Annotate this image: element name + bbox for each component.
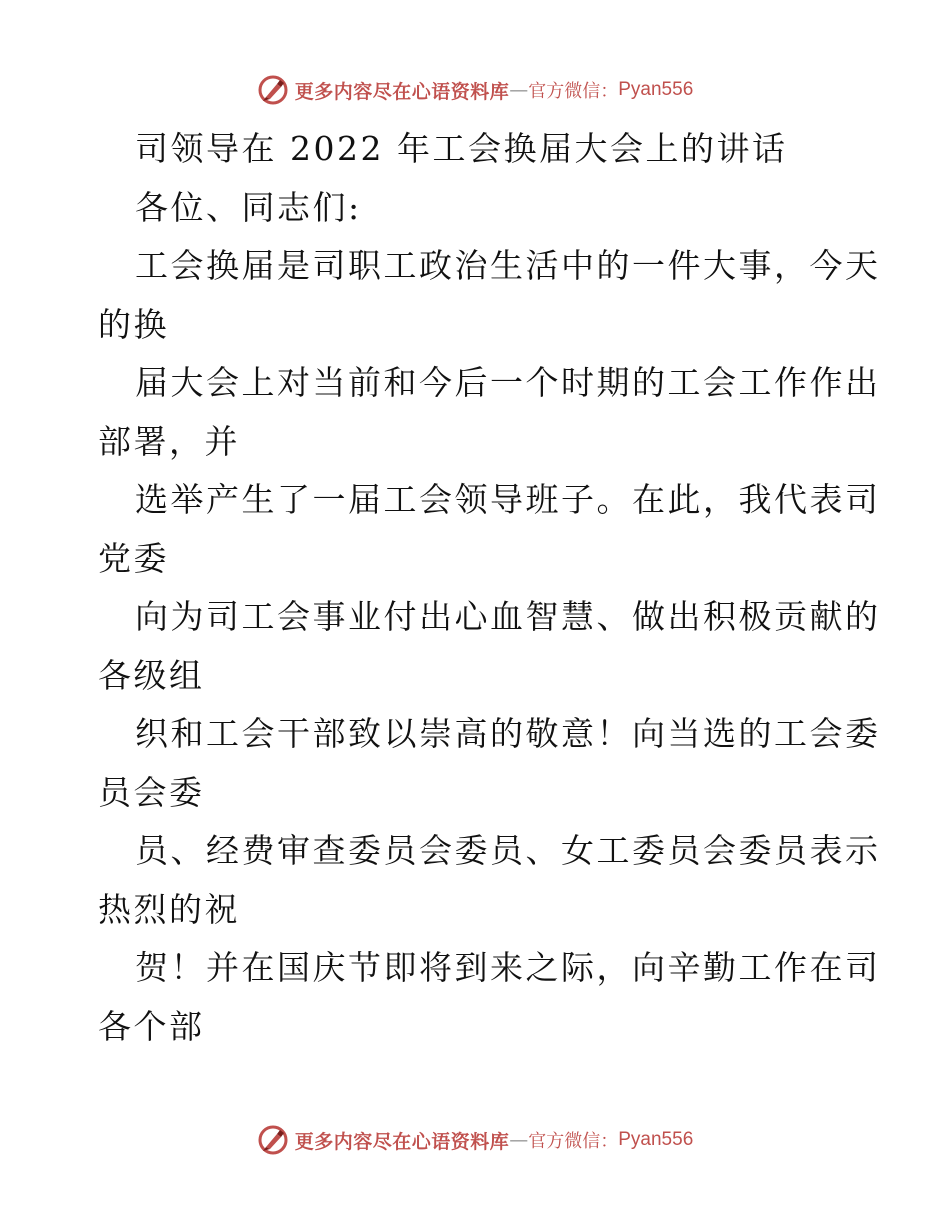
document-body — [98, 120, 881, 1056]
document-title: 司领导在 2022 年工会换届大会上的讲话 — [135, 129, 788, 168]
text-line: 选举产生了一届工会领导班子。在此，我代表司 — [135, 480, 881, 519]
text-line: 各级组 — [98, 655, 205, 695]
banner-separator: — — [509, 79, 529, 101]
pen-logo-icon — [257, 1124, 289, 1156]
text-line: 工会换届是司职工政治生活中的一件大事，今天 — [135, 246, 881, 285]
text-line: 届大会上对当前和今后一个时期的工会工作作出 — [135, 363, 881, 402]
banner-contact-id: Pyan556 — [618, 1129, 694, 1150]
header-banner — [0, 70, 950, 110]
text-line: 各个部 — [98, 1006, 205, 1046]
text-line: 热烈的祝 — [98, 889, 240, 929]
footer-banner — [0, 1120, 950, 1160]
text-line: 织和工会干部致以崇高的敬意！向当选的工会委 — [135, 714, 881, 753]
banner-contact-label: 官方微信： — [528, 81, 619, 102]
text-line: 员会委 — [98, 772, 205, 812]
banner-separator: — — [509, 1129, 529, 1151]
text-line: 部署，并 — [98, 421, 240, 461]
text-line: 党委 — [98, 538, 169, 578]
banner-contact-id: Pyan556 — [618, 79, 694, 100]
text-line: 向为司工会事业付出心血智慧、做出积极贡献的 — [135, 597, 881, 636]
text-line: 的换 — [98, 304, 169, 344]
text-line: 贺！并在国庆节即将到来之际，向辛勤工作在司 — [135, 948, 881, 987]
text-line: 员、经费审查委员会委员、女工委员会委员表示 — [135, 831, 881, 870]
pen-logo-icon — [257, 74, 289, 106]
banner-main-text: 更多内容尽在心语资料库 — [294, 1130, 510, 1153]
banner-contact-label: 官方微信： — [528, 1131, 619, 1152]
banner-main-text: 更多内容尽在心语资料库 — [294, 80, 510, 103]
text-line: 各位、同志们: — [135, 187, 362, 227]
